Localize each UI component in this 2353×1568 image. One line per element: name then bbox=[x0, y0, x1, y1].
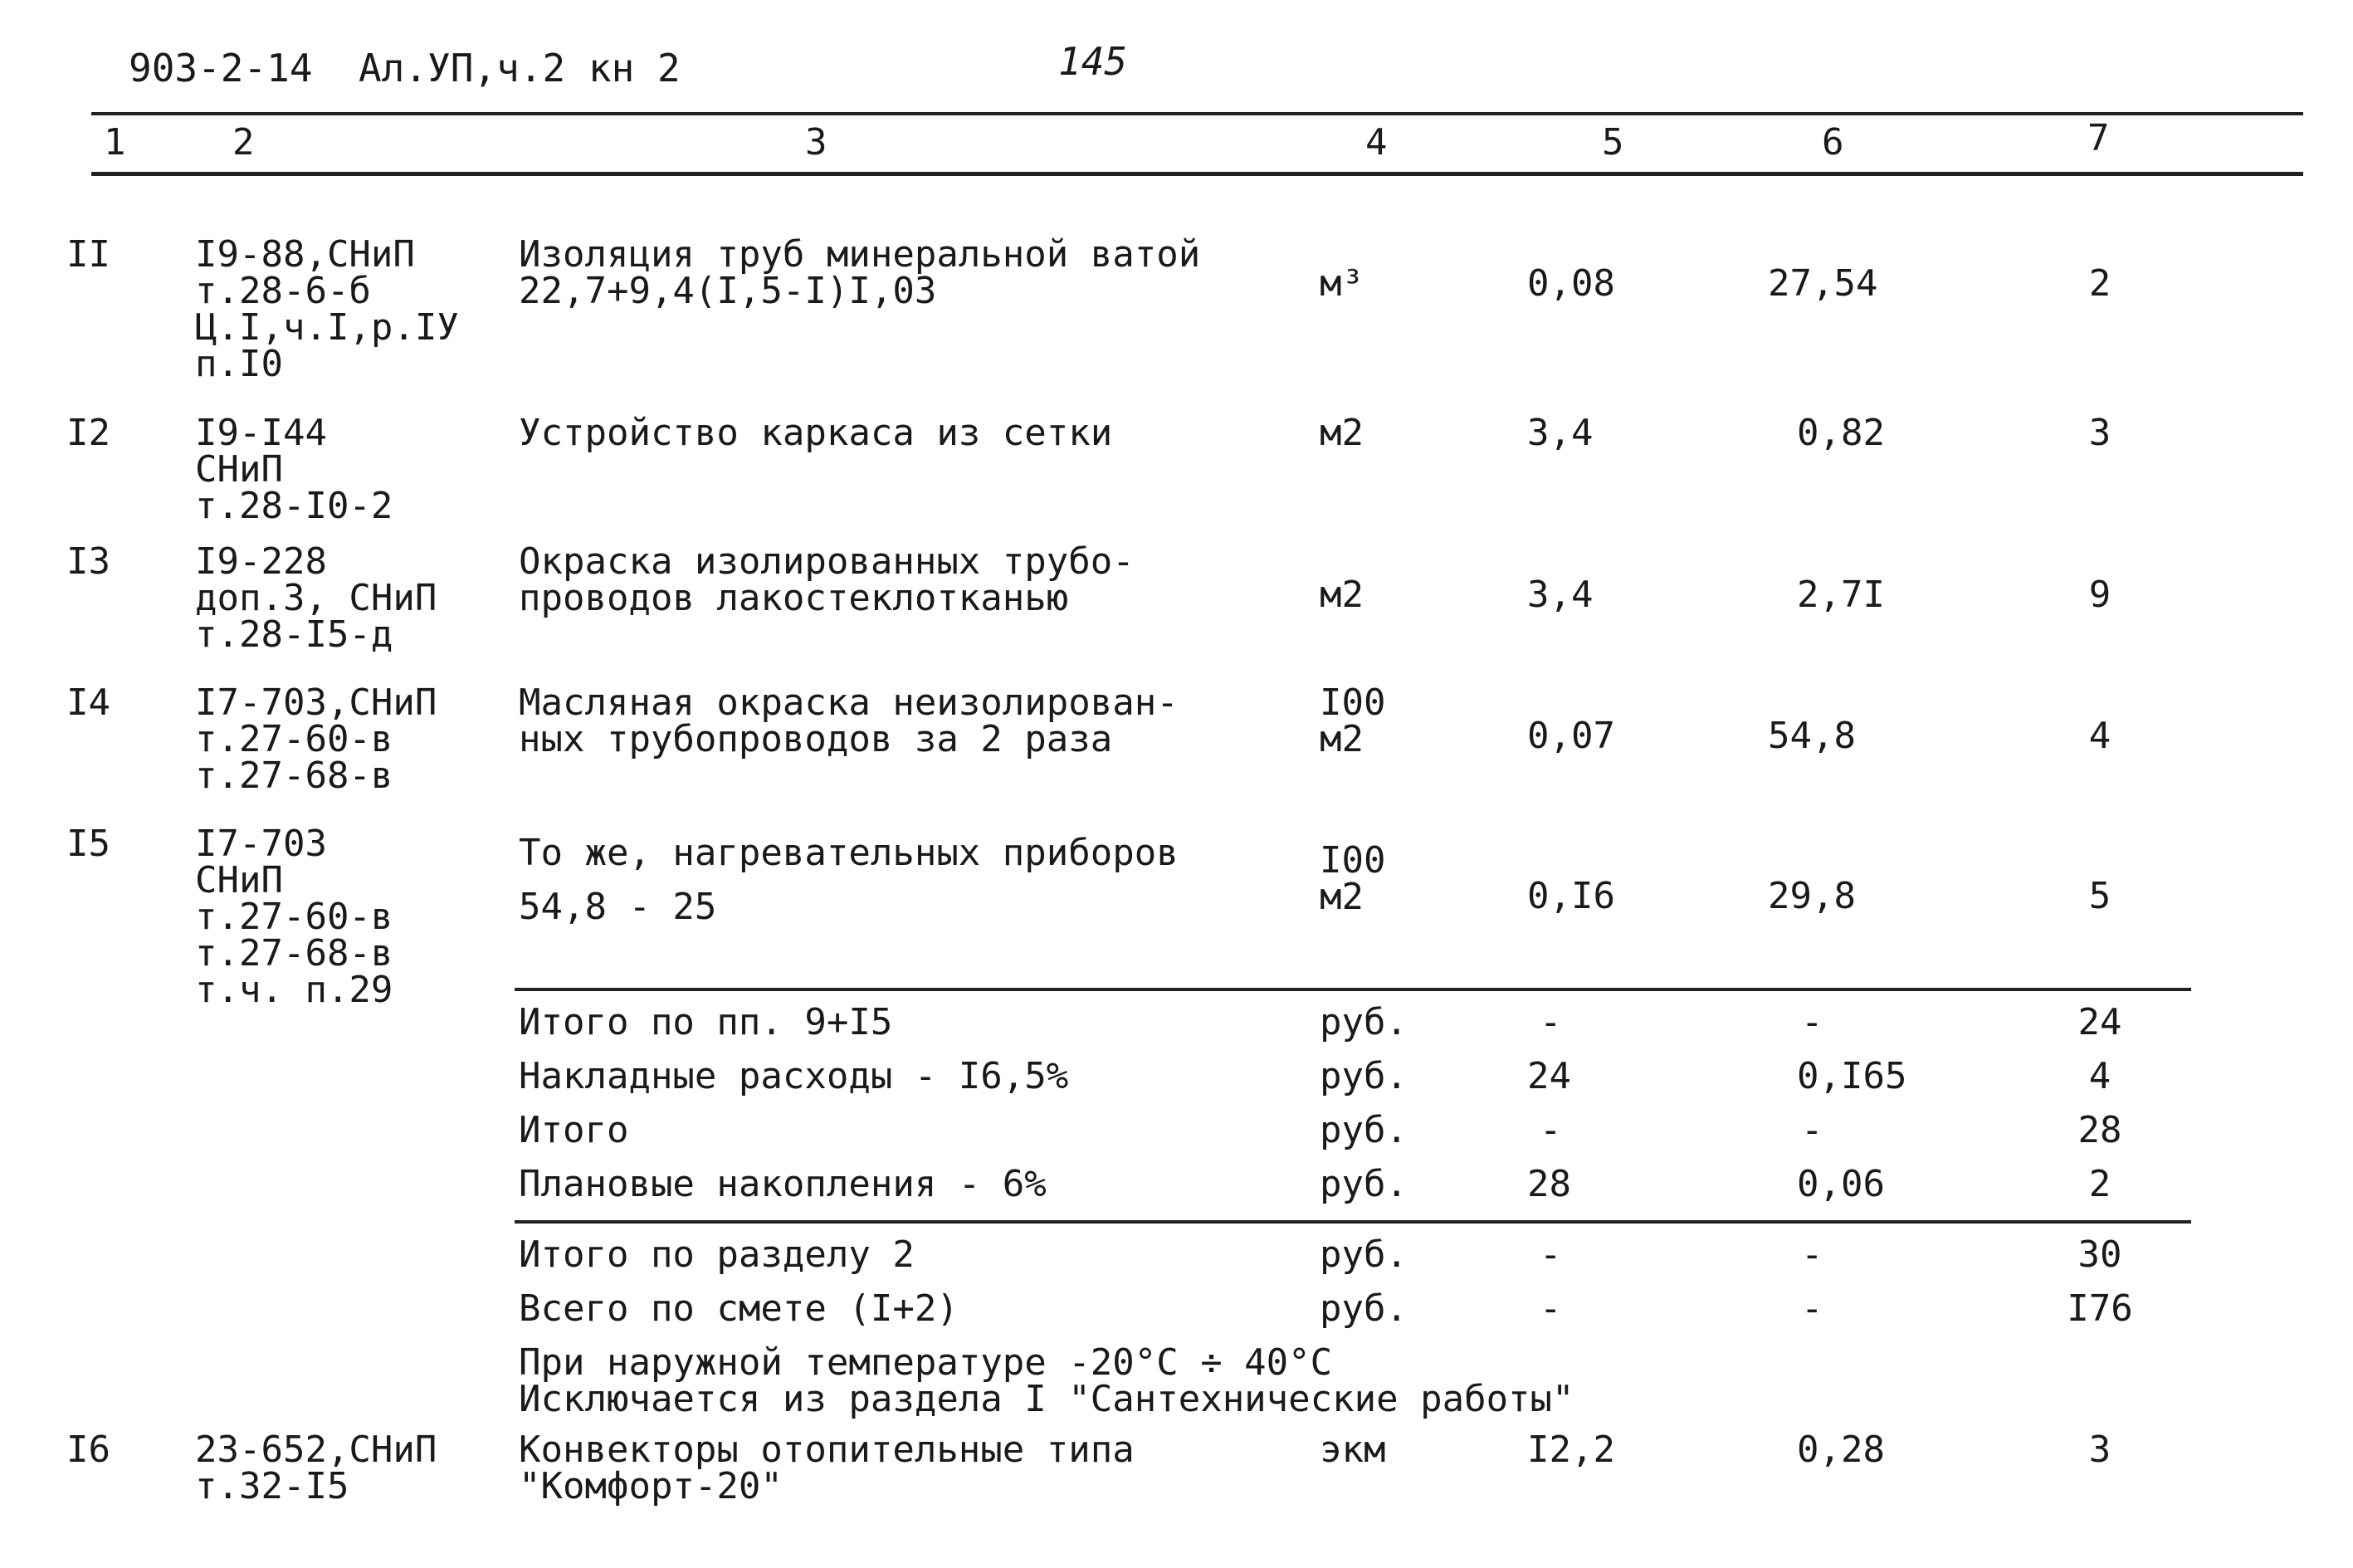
unit: I00 м2 bbox=[1320, 839, 1386, 918]
row-number: II bbox=[66, 233, 110, 276]
unit: м2 bbox=[1320, 574, 1364, 616]
grand-total-value: I76 bbox=[2067, 1287, 2133, 1330]
temperature-note: При наружной температуре -20°С ÷ 40°С Исключается из раздела I "Сантехнические работы" bbox=[519, 1341, 1574, 1420]
table-top-rule bbox=[91, 112, 2303, 115]
summary-total: 28 bbox=[2077, 1109, 2122, 1151]
row-number: I3 bbox=[66, 540, 110, 583]
work-description: Масляная окраска неизолирован- ных трубопроводов за 2 раза bbox=[519, 681, 1179, 760]
unit-price: 2,7I bbox=[1797, 574, 1885, 616]
work-description: Окраска изолированных трубо- проводов лакостеклотканью bbox=[519, 540, 1135, 619]
summary-label: Накладные расходы - I6,5% bbox=[519, 1055, 1069, 1097]
grand-total-quantity: - bbox=[1540, 1287, 1562, 1330]
summary-quantity: - bbox=[1540, 1001, 1562, 1043]
section-total-price: - bbox=[1801, 1233, 1823, 1276]
section-total-quantity: - bbox=[1540, 1233, 1562, 1276]
total-cost: 3 bbox=[2088, 1429, 2111, 1471]
norm-reference: 23-652,СНиП т.32-I5 bbox=[195, 1429, 437, 1507]
norm-reference: I9-88,СНиП т.28-6-б Ц.I,ч.I,р.IУ п.I0 bbox=[195, 233, 459, 385]
work-description: Изоляция труб минеральной ватой 22,7+9,4(I,5-I)I,03 bbox=[519, 233, 1201, 312]
norm-reference: I9-228 доп.3, СНиП т.28-I5-д bbox=[195, 540, 437, 656]
quantity: 0,I6 bbox=[1527, 875, 1615, 917]
grand-total-label: Всего по смете (I+2) bbox=[519, 1287, 959, 1330]
row-number: I4 bbox=[66, 681, 110, 724]
summary-total: 4 bbox=[2088, 1055, 2111, 1097]
quantity: 3,4 bbox=[1527, 412, 1594, 454]
total-cost: 5 bbox=[2088, 875, 2111, 917]
norm-reference: I9-I44 СНиП т.28-I0-2 bbox=[195, 412, 393, 527]
summary-unit: руб. bbox=[1320, 1109, 1408, 1151]
quantity: 0,07 bbox=[1527, 715, 1615, 757]
summary-quantity: - bbox=[1540, 1109, 1562, 1151]
work-description: Устройство каркаса из сетки bbox=[519, 412, 1113, 454]
table-header-rule bbox=[91, 172, 2303, 176]
column-number-6: 6 bbox=[1822, 121, 1844, 164]
unit-price: 0,28 bbox=[1797, 1429, 1885, 1471]
total-cost: 3 bbox=[2088, 412, 2111, 454]
summary-price: 0,I65 bbox=[1797, 1055, 1907, 1097]
unit: м2 bbox=[1320, 412, 1364, 454]
column-number-1: 1 bbox=[104, 121, 126, 164]
unit-price: 29,8 bbox=[1768, 875, 1856, 917]
document-reference: 903-2-14 Ал.УП,ч.2 кн 2 bbox=[129, 46, 681, 90]
page-number: 145 bbox=[1058, 39, 1128, 84]
unit-price: 27,54 bbox=[1768, 262, 1878, 305]
norm-reference: I7-703 СНиП т.27-60-в т.27-68-в т.ч. п.29 bbox=[195, 823, 393, 1011]
summary-price: 0,06 bbox=[1797, 1163, 1885, 1205]
summary-quantity: 28 bbox=[1527, 1163, 1571, 1205]
norm-reference: I7-703,СНиП т.27-60-в т.27-68-в bbox=[195, 681, 437, 797]
grand-total-price: - bbox=[1801, 1287, 1823, 1330]
summary-quantity: 24 bbox=[1527, 1055, 1571, 1097]
unit: экм bbox=[1320, 1429, 1386, 1471]
unit: I00 м2 bbox=[1320, 681, 1386, 760]
row-number: I2 bbox=[66, 412, 110, 454]
summary-unit: руб. bbox=[1320, 1001, 1408, 1043]
summary-label: Плановые накопления - 6% bbox=[519, 1163, 1047, 1205]
row-number: I6 bbox=[66, 1429, 110, 1471]
summary-label: Итого bbox=[519, 1109, 629, 1151]
section-total-value: 30 bbox=[2077, 1233, 2122, 1276]
row-number: I5 bbox=[66, 823, 110, 865]
quantity: 3,4 bbox=[1527, 574, 1594, 616]
unit-price: 54,8 bbox=[1768, 715, 1856, 757]
column-number-2: 2 bbox=[232, 121, 255, 164]
summary-label: Итого по пп. 9+I5 bbox=[519, 1001, 893, 1043]
summary-unit: руб. bbox=[1320, 1055, 1408, 1097]
column-number-3: 3 bbox=[805, 121, 827, 164]
summary-total: 24 bbox=[2077, 1001, 2122, 1043]
subtotal-rule bbox=[515, 988, 2191, 991]
summary-unit: руб. bbox=[1320, 1163, 1408, 1205]
section-total-label: Итого по разделу 2 bbox=[519, 1233, 915, 1276]
grand-total-unit: руб. bbox=[1320, 1287, 1408, 1330]
section-total-rule bbox=[515, 1220, 2191, 1224]
quantity: 0,08 bbox=[1527, 262, 1615, 305]
column-number-7: 7 bbox=[2087, 117, 2110, 159]
unit-price: 0,82 bbox=[1797, 412, 1885, 454]
total-cost: 2 bbox=[2088, 262, 2111, 305]
quantity: I2,2 bbox=[1527, 1429, 1615, 1471]
column-number-5: 5 bbox=[1602, 121, 1624, 164]
total-cost: 9 bbox=[2088, 574, 2111, 616]
summary-price: - bbox=[1801, 1109, 1823, 1151]
summary-price: - bbox=[1801, 1001, 1823, 1043]
unit: м³ bbox=[1320, 262, 1364, 305]
summary-total: 2 bbox=[2088, 1163, 2111, 1205]
work-description: То же, нагревательных приборов 54,8 - 25 bbox=[519, 832, 1179, 928]
column-number-4: 4 bbox=[1365, 121, 1388, 164]
work-description: Конвекторы отопительные типа "Комфорт-20" bbox=[519, 1429, 1135, 1507]
section-total-unit: руб. bbox=[1320, 1233, 1408, 1276]
total-cost: 4 bbox=[2088, 715, 2111, 757]
